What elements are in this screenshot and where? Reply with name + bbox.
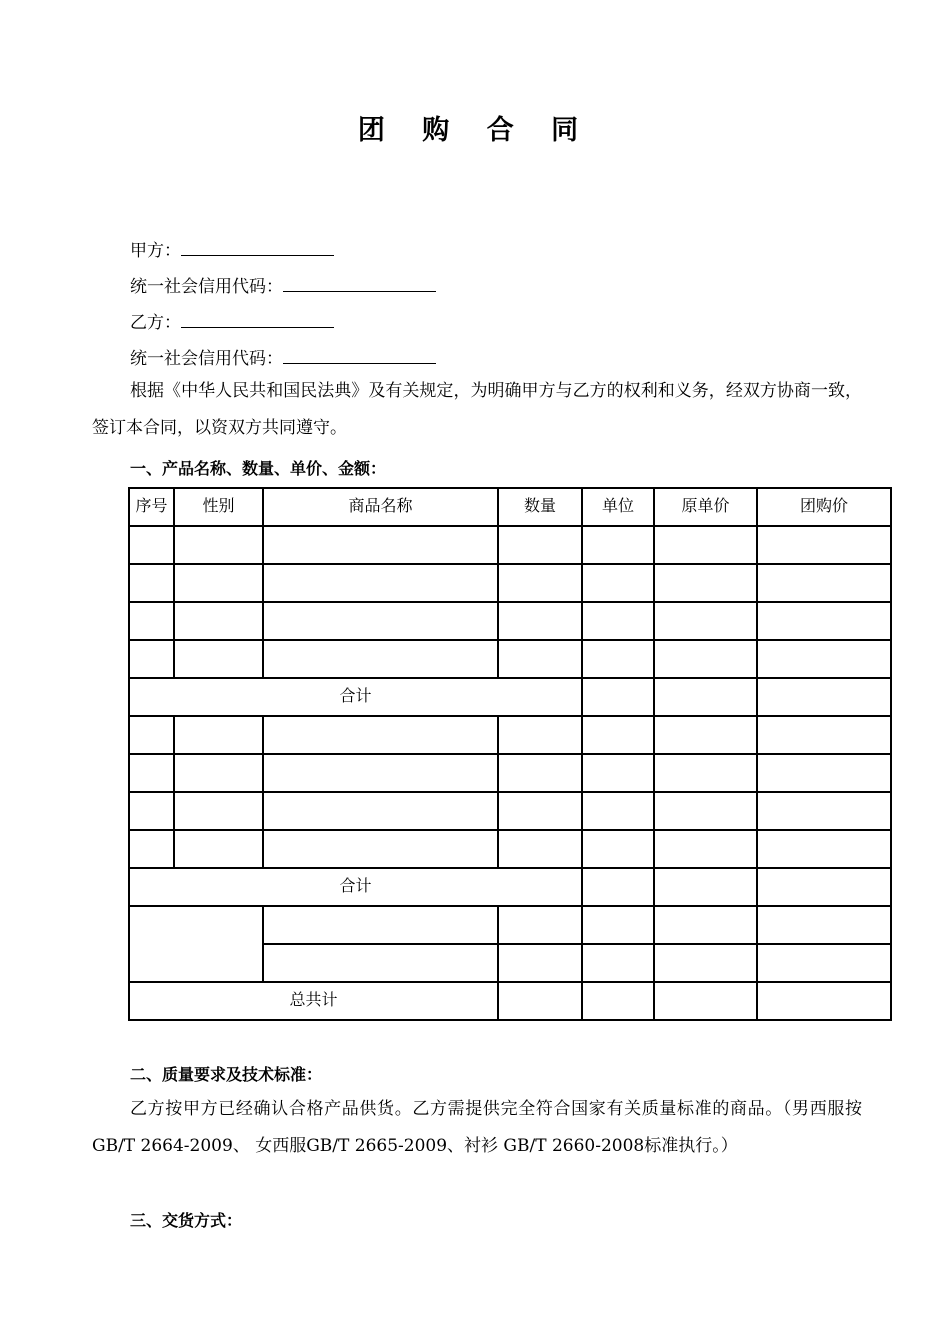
section3-heading: 三、交货方式： [130,1211,243,1230]
table-row [129,526,891,564]
header-cell: 性别 [174,488,263,526]
table-row [129,564,891,602]
party-a-line [130,237,334,263]
party-b-line [130,309,334,335]
product-table [128,487,892,1021]
grand-total-label: 总共计 [129,982,498,1020]
table-row [129,754,891,792]
table-row [129,716,891,754]
section2-paragraph: 乙方按甲方已经确认合格产品供货。乙方需提供完全符合国家有关质量标准的商品。（男西服按GB/T 2664-2009、 女西服GB/T 2665-2009、衬衫 GB/T 2660-2008标准执行。） [92,1099,862,1156]
credit-code-a-line [130,273,436,299]
header-cell: 团购价 [757,488,891,526]
header-cell: 原单价 [654,488,757,526]
credit-code-b-label: 统一社会信用代码： [130,349,283,369]
header-cell: 数量 [498,488,582,526]
credit-code-a-label: 统一社会信用代码： [130,277,283,297]
section1-heading: 一、产品名称、数量、单价、金额： [130,459,387,478]
table-row [129,830,891,868]
subtotal-label: 合计 [129,678,582,716]
header-cell: 序号 [129,488,174,526]
credit-code-b-blank[interactable] [283,345,436,364]
party-a-blank[interactable] [181,237,334,256]
party-b-label: 乙方： [130,313,181,333]
header-cell: 单位 [582,488,654,526]
header-cell: 商品名称 [263,488,498,526]
credit-code-b-line [130,345,436,371]
party-b-blank[interactable] [181,309,334,328]
document-title: 团 购 合 同 [357,115,593,146]
credit-code-a-blank[interactable] [283,273,436,292]
subtotal-label: 合计 [129,868,582,906]
intro-paragraph: 根据《中华人民共和国民法典》及有关规定，为明确甲方与乙方的权利和义务，经双方协商一致，签订本合同，以资双方共同遵守。 [92,381,862,438]
table-row [129,906,891,944]
party-a-label: 甲方： [130,241,181,261]
table-row [129,792,891,830]
table-row [129,640,891,678]
section2-heading: 二、质量要求及技术标准： [130,1065,323,1084]
subtotal-row [129,868,891,906]
table-header-row [129,488,891,526]
table-row [129,602,891,640]
grand-total-row [129,982,891,1020]
merged-cell[interactable] [129,906,263,982]
subtotal-row [129,678,891,716]
